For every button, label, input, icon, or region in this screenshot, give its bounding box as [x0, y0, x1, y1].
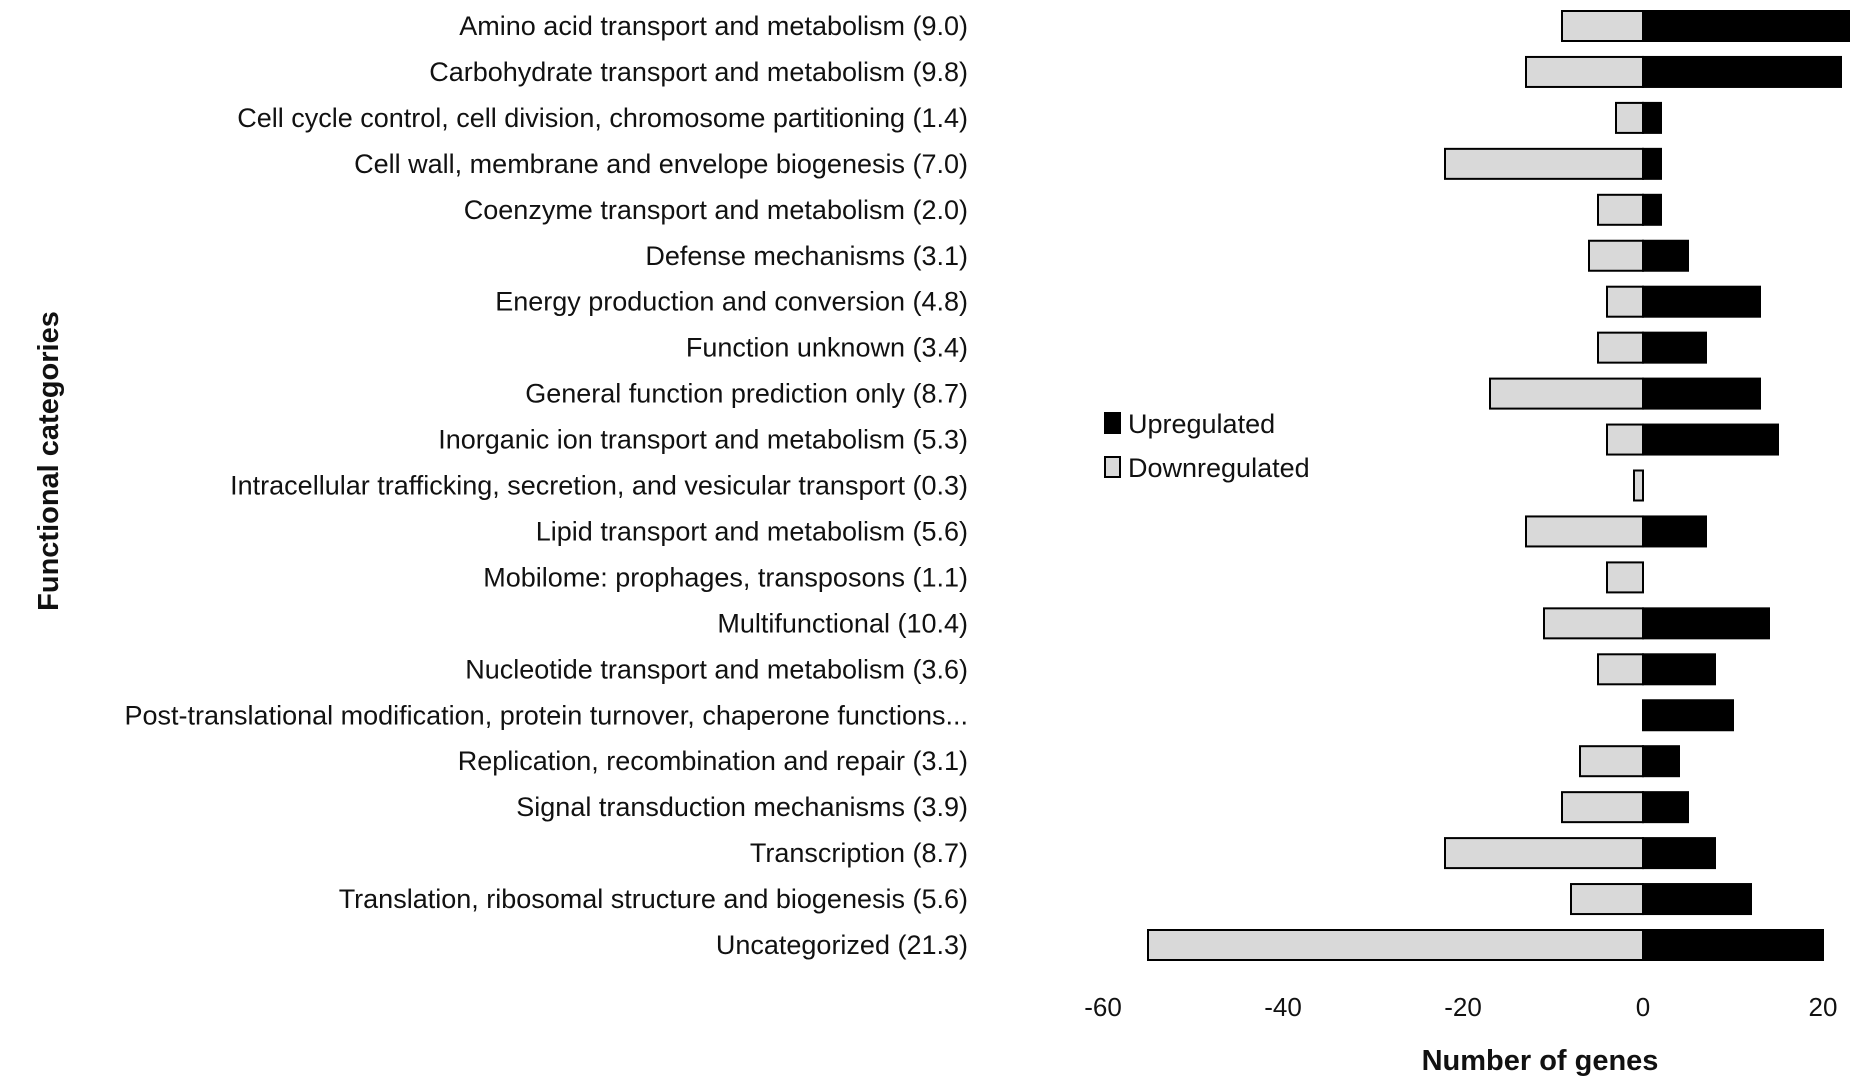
bars [1148, 11, 1850, 960]
bar-downregulated [1526, 57, 1643, 87]
bar-upregulated [1643, 838, 1715, 868]
category-label: Inorganic ion transport and metabolism (5.3) [438, 424, 968, 455]
legend-swatch [1105, 457, 1120, 477]
category-label: Coenzyme transport and metabolism (2.0) [463, 194, 968, 225]
bar-downregulated [1598, 195, 1643, 225]
category-label: Replication, recombination and repair (3.1) [457, 746, 968, 777]
bar-upregulated [1643, 103, 1661, 133]
bar-downregulated [1598, 654, 1643, 684]
x-tick-label: -60 [1084, 992, 1122, 1022]
bar-downregulated [1607, 287, 1643, 317]
category-label: Uncategorized (21.3) [715, 930, 968, 960]
bar-upregulated [1643, 287, 1760, 317]
legend-label: Downregulated [1128, 453, 1310, 483]
bar-downregulated [1607, 425, 1643, 455]
bar-upregulated [1643, 608, 1769, 638]
x-axis-label: Number of genes [1421, 1045, 1659, 1077]
x-axis-ticks [1084, 992, 1837, 1022]
bar-upregulated [1643, 57, 1841, 87]
bar-upregulated [1643, 149, 1661, 179]
bar-upregulated [1643, 884, 1751, 914]
y-axis-label: Functional categories [33, 311, 65, 611]
bar-downregulated [1562, 792, 1643, 822]
x-tick-label: -20 [1444, 992, 1482, 1022]
bar-downregulated [1148, 930, 1643, 960]
bar-downregulated [1589, 241, 1643, 271]
category-label: Defense mechanisms (3.1) [645, 240, 968, 271]
category-label: Cell wall, membrane and envelope biogenesis (7.0) [354, 148, 968, 179]
category-label: Mobilome: prophages, transposons (1.1) [483, 562, 968, 593]
bar-upregulated [1643, 930, 1823, 960]
bar-downregulated [1580, 746, 1643, 776]
bar-downregulated [1526, 516, 1643, 546]
bar-upregulated [1643, 379, 1760, 409]
category-label: Multifunctional (10.4) [717, 608, 968, 639]
category-label: Nucleotide transport and metabolism (3.6) [465, 654, 968, 685]
category-label: Energy production and conversion (4.8) [495, 286, 968, 317]
bar-downregulated [1490, 379, 1643, 409]
bar-upregulated [1643, 516, 1706, 546]
category-labels [125, 11, 968, 960]
category-label: Cell cycle control, cell division, chromosome partitioning (1.4) [237, 102, 968, 133]
legend-swatch [1105, 413, 1120, 433]
bar-downregulated [1571, 884, 1643, 914]
bar-upregulated [1643, 11, 1850, 41]
bar-upregulated [1643, 333, 1706, 363]
bar-upregulated [1643, 425, 1778, 455]
category-label: Carbohydrate transport and metabolism (9.8) [429, 56, 968, 87]
category-label: Amino acid transport and metabolism (9.0) [459, 11, 968, 41]
category-label: Translation, ribosomal structure and biogenesis (5.6) [338, 884, 968, 915]
bar-upregulated [1643, 700, 1733, 730]
bar-downregulated [1634, 471, 1643, 501]
bar-upregulated [1643, 241, 1688, 271]
bar-downregulated [1544, 608, 1643, 638]
category-label: Signal transduction mechanisms (3.9) [516, 792, 968, 823]
bar-downregulated [1598, 333, 1643, 363]
x-tick-label: 0 [1635, 992, 1651, 1022]
bar-upregulated [1643, 195, 1661, 225]
bar-downregulated [1562, 11, 1643, 41]
bar-downregulated [1607, 562, 1643, 592]
x-tick-label: -40 [1264, 992, 1302, 1022]
legend [1105, 409, 1310, 483]
bar-upregulated [1643, 746, 1679, 776]
category-label: General function prediction only (8.7) [525, 378, 968, 409]
bar-downregulated [1445, 149, 1643, 179]
category-label: Function unknown (3.4) [685, 332, 968, 363]
category-label: Intracellular trafficking, secretion, and vesicular transport (0.3) [230, 470, 968, 501]
bar-downregulated [1616, 103, 1643, 133]
bar-upregulated [1643, 792, 1688, 822]
bar-upregulated [1643, 654, 1715, 684]
category-label: Transcription (8.7) [749, 838, 968, 869]
x-tick-label: 20 [1808, 992, 1838, 1022]
category-label: Post-translational modification, protein turnover, chaperone functions... [124, 700, 968, 731]
bar-downregulated [1445, 838, 1643, 868]
legend-label: Upregulated [1128, 409, 1276, 439]
category-label: Lipid transport and metabolism (5.6) [535, 516, 968, 547]
